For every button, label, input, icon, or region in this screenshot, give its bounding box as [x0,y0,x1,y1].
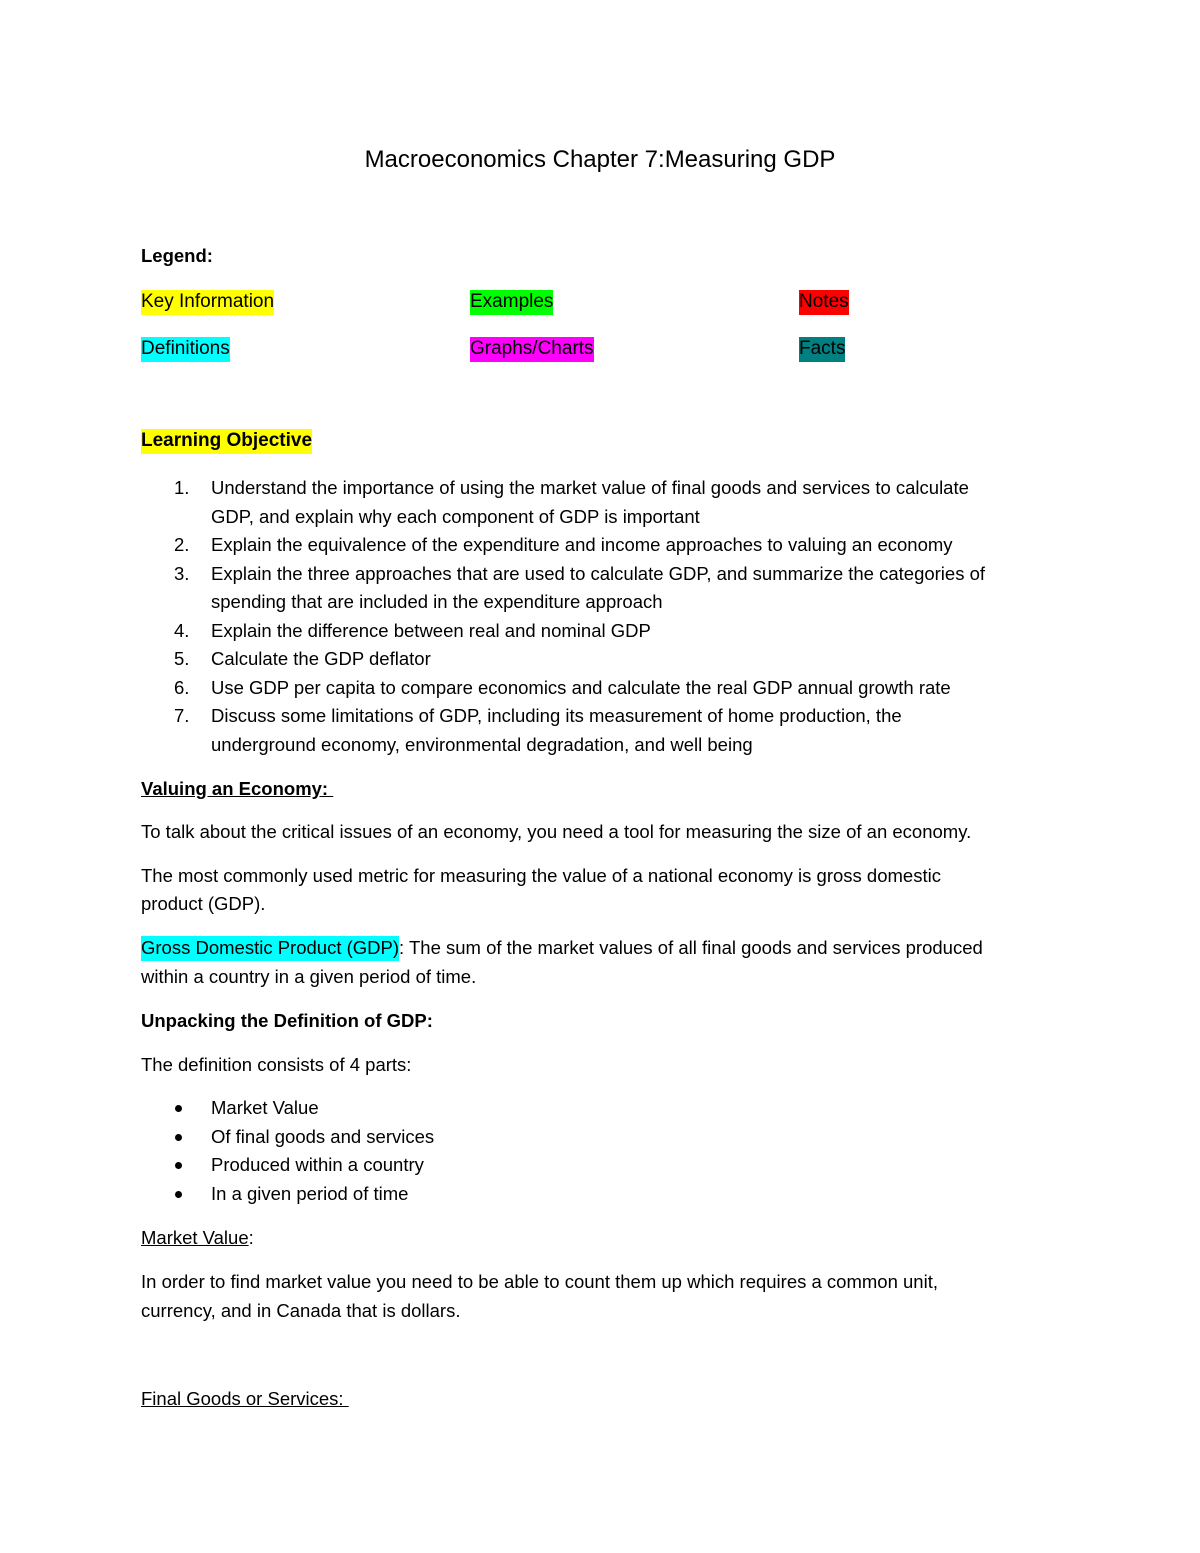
legend-facts [799,334,845,364]
valuing-paragraph-2-line-1: The most commonly used metric for measuring the value of a national economy is gross domestic [141,865,941,886]
list-item-line: Discuss some limitations of GDP, including its measurement of home production, the [211,705,902,726]
list-number: 4. [174,619,190,641]
list-number: 2. [174,534,190,555]
bullet-text: Of final goods and services [211,1125,435,1147]
legend-definitions-label: Definitions [141,337,230,362]
learning-objective-heading [141,427,312,456]
legend-graphs-charts [470,334,594,364]
list-item-line: spending that are included in the expenditure approach [211,591,663,612]
gdp-term-colon: : [399,937,405,958]
list-item-line: Explain the difference between real and nominal GDP [211,619,651,641]
list-item [141,474,1041,531]
list-item-line: underground economy, environmental degradation, and well being [211,733,753,755]
bullet-icon [175,1162,182,1169]
learning-objective-list [141,474,1041,759]
gdp-definition-text: The sum of the market values of all final goods and services produced [404,937,983,958]
legend-facts-label: Facts [799,337,845,362]
unpacking-bullet-list [141,1094,434,1208]
gdp-definition-line-2: within a country in a given period of time. [141,966,477,987]
bullet-text: Produced within a country [211,1154,424,1175]
legend-definitions [141,334,230,364]
bullet-text: Market Value [211,1097,319,1118]
page-title: Macroeconomics Chapter 7:Measuring GDP [364,146,836,173]
bullet-icon [175,1191,182,1198]
legend-key-information [141,287,274,317]
market-value-heading-text: Market Value [141,1227,249,1248]
legend-examples [470,287,553,317]
market-value-line-1: In order to find market value you need to be able to count them up which requires a common unit, [141,1271,938,1292]
gdp-definition-line-1 [141,934,983,963]
list-item-line: Use GDP per capita to compare economics and calculate the real GDP annual growth rate [211,676,951,698]
legend-heading: Legend: [141,245,213,266]
unpacking-intro: The definition consists of 4 parts: [141,1054,412,1075]
list-item [141,1094,434,1123]
learning-objective-heading-text: Learning Objective [141,429,312,454]
bullet-text: In a given period of time [211,1182,409,1204]
list-item [141,674,1041,703]
list-item-line: GDP, and explain why each component of GDP is important [211,505,700,527]
legend-graphs-charts-label: Graphs/Charts [470,337,594,362]
legend-key-information-label: Key Information [141,290,274,315]
valuing-heading: Valuing an Economy: [141,778,334,799]
list-number: 5. [174,648,190,669]
list-item [141,531,1041,560]
bullet-icon [175,1134,182,1141]
valuing-paragraph-1: To talk about the critical issues of an economy, you need a tool for measuring the size of an economy. [141,821,972,842]
list-item-line: Calculate the GDP deflator [211,648,431,669]
list-item [141,702,1041,759]
final-goods-heading: Final Goods or Services: [141,1388,349,1409]
market-value-line-2: currency, and in Canada that is dollars. [141,1300,461,1321]
valuing-paragraph-2-line-2: product (GDP). [141,893,266,914]
list-item-line: Explain the equivalence of the expenditure and income approaches to valuing an economy [211,534,953,555]
unpacking-heading: Unpacking the Definition of GDP: [141,1010,433,1031]
market-value-heading-colon: : [248,1227,254,1248]
list-item [141,1123,434,1152]
list-item [141,617,1041,646]
legend-examples-label: Examples [470,290,553,315]
list-number: 1. [174,477,190,498]
list-item-line: Explain the three approaches that are used to calculate GDP, and summarize the categories of [211,562,986,584]
list-item [141,1151,434,1180]
legend-notes-label: Notes [799,290,849,315]
list-item [141,1180,434,1209]
list-item [141,645,1041,674]
bullet-icon [175,1105,182,1112]
gdp-term: Gross Domestic Product (GDP) [141,936,399,961]
list-number: 3. [174,562,190,584]
list-number: 7. [174,705,190,726]
market-value-heading [141,1224,254,1253]
list-number: 6. [174,676,190,698]
list-item [141,560,1041,617]
list-item-line: Understand the importance of using the market value of final goods and services to calculate [211,477,969,498]
legend-notes [799,287,849,317]
